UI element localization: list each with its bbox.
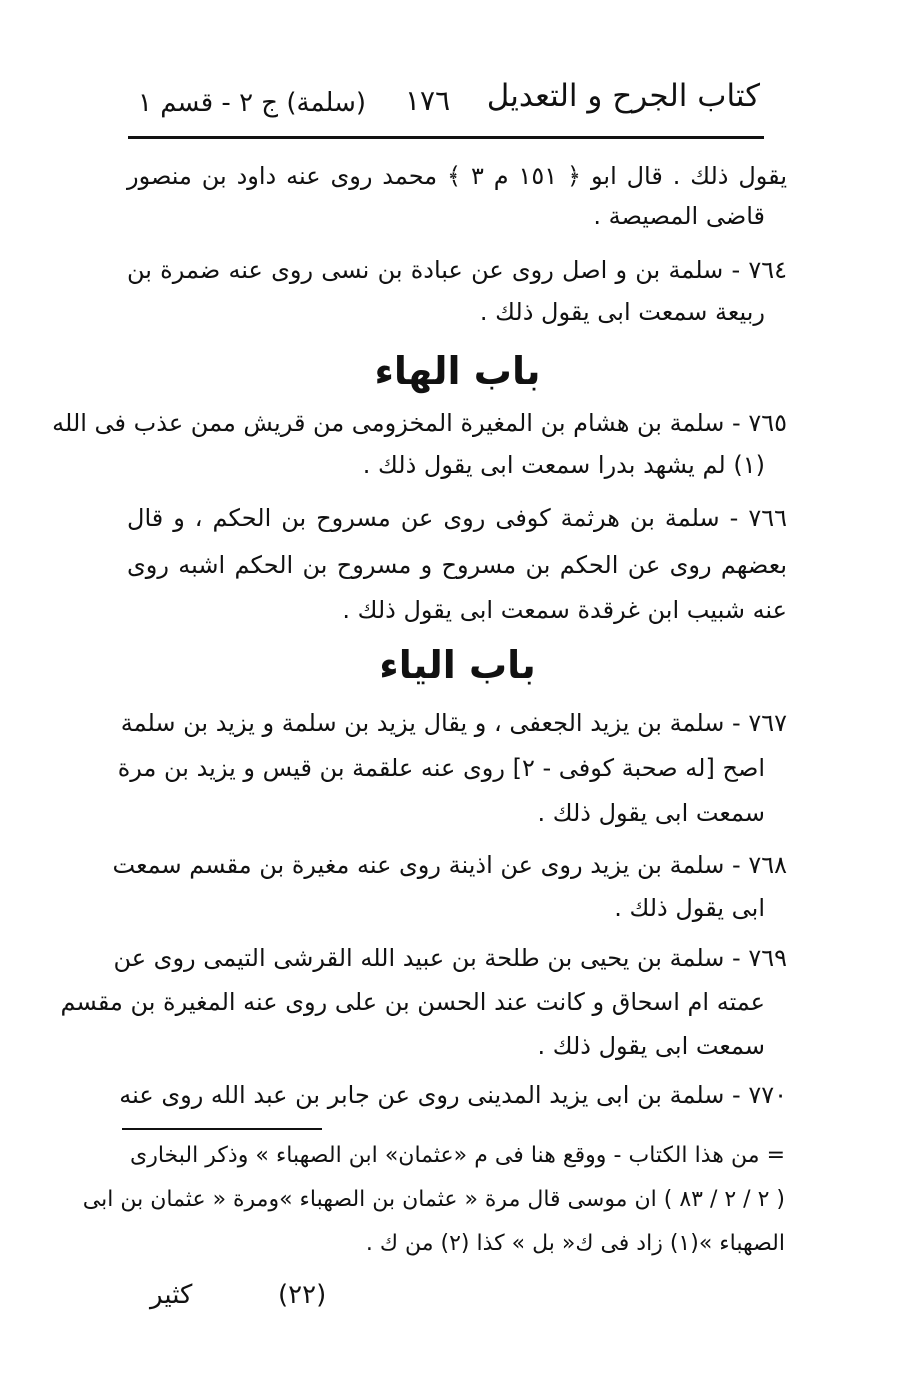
- section-reference: (سلمة) ج ٢ - قسم ١: [138, 88, 367, 118]
- entry-769: ٧٦٩ - سلمة بن يحيى بن طلحة بن عبيد الله القرشى التيمى روى عن: [113, 944, 787, 972]
- text-line: بعضهم روى عن الحكم بن مسروح و مسروح بن الحكم اشبه روى: [127, 551, 787, 579]
- page-header: [120, 74, 770, 134]
- entry-764: ٧٦٤ - سلمة بن و اصل روى عن عبادة بن نسى روى عنه ضمرة بن: [127, 256, 787, 284]
- text-line: (١) لم يشهد بدرا سمعت ابى يقول ذلك .: [362, 451, 765, 479]
- section-heading-ha: باب الهاء: [374, 349, 541, 393]
- sheet-number: (٢٢): [278, 1280, 327, 1310]
- printer-signature: كثير: [150, 1280, 193, 1310]
- footnote-line: = من هذا الكتاب - ووقع هنا فى م «عثمان» ابن الصهباء » وذكر البخارى: [130, 1143, 785, 1168]
- text-line: عنه شبيب ابن غرقدة سمعت ابى يقول ذلك .: [342, 596, 787, 624]
- entry-767: ٧٦٧ - سلمة بن يزيد الجعفى ، و يقال يزيد بن سلمة و يزيد بن سلمة: [120, 709, 787, 737]
- entry-765: ٧٦٥ - سلمة بن هشام بن المغيرة المخزومى من قريش ممن عذب فى الله: [52, 409, 787, 437]
- text-line: يقول ذلك . قال ابو ﴿ ١٥١ م ٣ ﴾ محمد روى عنه داود بن منصور: [127, 162, 787, 190]
- footnote-line: الصهباء »(١) زاد فى ك« بل » كذا (٢) من ك .: [365, 1231, 785, 1256]
- header-rule: [128, 136, 764, 139]
- entry-768: ٧٦٨ - سلمة بن يزيد روى عن اذينة روى عنه مغيرة بن مقسم سمعت: [112, 851, 787, 879]
- section-heading-ya: باب الياء: [379, 643, 536, 687]
- footnote-line: ( ٢ / ٢ / ٨٣ ) ان موسى قال مرة « عثمان بن الصهباء »ومرة « عثمان بن ابى: [82, 1187, 785, 1212]
- book-title: كتاب الجرح و التعديل: [486, 78, 760, 114]
- text-line: ابى يقول ذلك .: [614, 894, 765, 922]
- entry-770: ٧٧٠ - سلمة بن ابى يزيد المدينى روى عن جابر بن عبد الله روى عنه: [119, 1081, 787, 1109]
- text-line: سمعت ابى يقول ذلك .: [537, 1032, 765, 1060]
- text-line: عمته ام اسحاق و كانت عند الحسن بن على روى عنه المغيرة بن مقسم: [60, 988, 765, 1016]
- text-line: اصح [له صحبة كوفى - ٢] روى عنه علقمة بن قيس و يزيد بن مرة: [117, 754, 765, 782]
- text-line: قاضى المصيصة .: [593, 202, 765, 230]
- entry-766: ٧٦٦ - سلمة بن هرثمة كوفى روى عن مسروح بن الحكم ، و قال: [127, 504, 787, 532]
- text-line: ربيعة سمعت ابى يقول ذلك .: [479, 298, 765, 326]
- text-line: سمعت ابى يقول ذلك .: [537, 799, 765, 827]
- page-number: ١٧٦: [405, 84, 451, 117]
- footnote-rule: [122, 1128, 322, 1130]
